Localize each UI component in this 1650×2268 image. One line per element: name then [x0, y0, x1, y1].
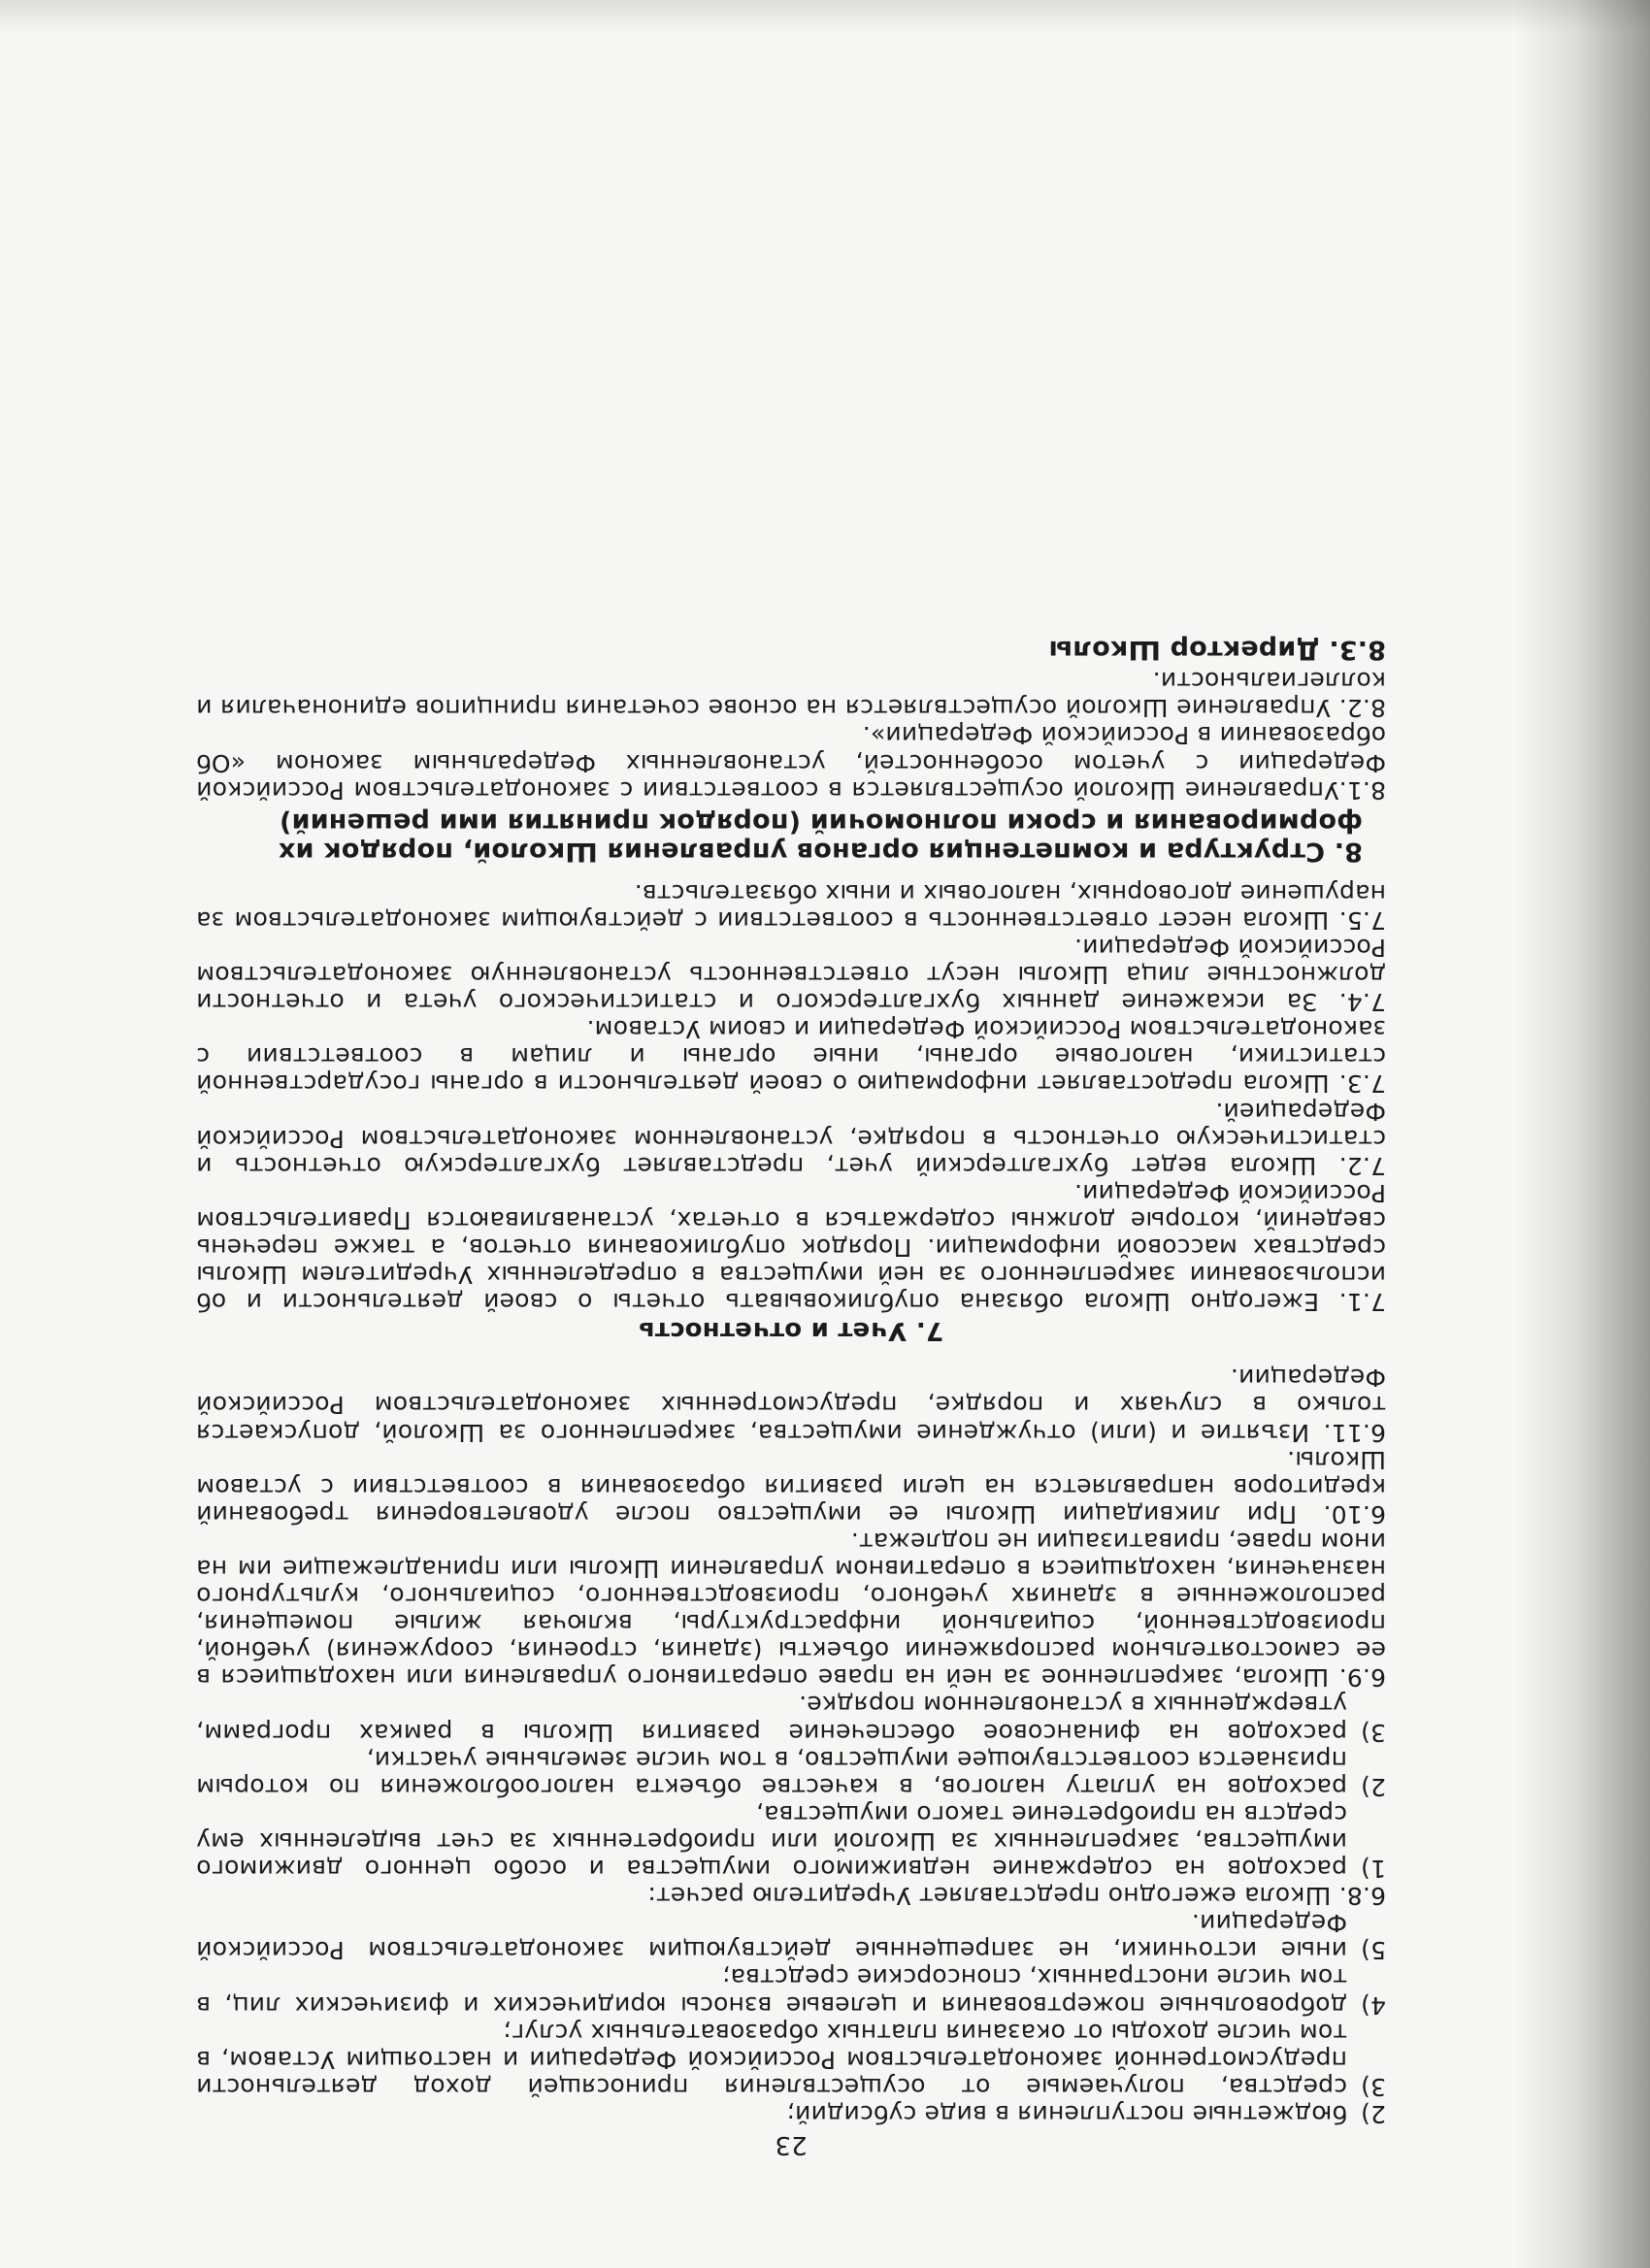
list-item: 3) расходов на финансовое обеспечение развития Школы в рамках программ, утвержденных в установленном порядке.: [196, 1691, 1386, 1747]
paragraph-7-3: 7.3. Школа предоставляет информацию о своей деятельности в органы государственной статистики, налоговые органы, иные органы и лицам в соответствии с законодательством Российской Федерации и своим Уставом.: [196, 1015, 1386, 1099]
top-shadow: [0, 0, 1650, 33]
list-item: 5) иные источники, не запрещенные действующим законодательством Российской Федерации.: [196, 1909, 1386, 1965]
paragraph-7-4: 7.4. За искажение данных бухгалтерского и статистического учета и отчетности должностные лица Школы несут ответственность установленную законодательством Российской Федерации.: [196, 933, 1386, 1017]
income-sources-list: [196, 1909, 1386, 2127]
binding-shadow: [1514, 0, 1650, 2268]
list-item: 4) добровольные пожертвования и целевые взносы юридических и физических лиц, в том числе иностранных, спонсорские средства;: [196, 1963, 1386, 2020]
list-item: 2) бюджетные поступления в виде субсидий;: [786, 2099, 1386, 2128]
list-item: 1) расходов на содержание недвижимого имущества и особо ценного движимого имущества, закрепленных за Школой или приобретенных за счет выделенных ему средств на приобретение такого имущества,: [196, 1799, 1386, 1884]
section-8-heading: 8. Структура и компетенция органов управления Школой, порядок их формирования и сроки полномочий (порядок принятия ими решений): [278, 806, 1363, 867]
paragraph-7-5: 7.5. Школа несет ответственность в соответствии с действующим законодательством за нарушение договорных, налоговых и иных обязательств.: [196, 878, 1386, 935]
expense-calc-list: [196, 1691, 1386, 1882]
list-item: 3) средства, получаемые от осуществления приносящей доход деятельности предусмотренной законодательством Российской Федерации и настоящим Уставом, в том числе доходы от оказания платных образовательных услуг;: [196, 2018, 1386, 2101]
paragraph-8-1: 8.1.Управление Школой осуществляется в соответствии с законодательством Российской Федерации с учетом особенностей, установленных Федеральным законом «Об образовании в Российской Федерации».: [196, 721, 1386, 805]
paragraph-8-2: 8.2. Управление Школой осуществляется на основе сочетания принципов единоначалия и коллегиальности.: [196, 667, 1386, 723]
paragraph-6-11: 6.11. Изъятие и (или) отчуждение имущества, закрепленного за Школой, допускается только в случаях и порядке, предусмотренных законодательством Российской Федерации.: [196, 1364, 1386, 1447]
paragraph-6-10: 6.10. При ликвидации Школы ее имущество после удовлетворения требований кредиторов направляется на цели развития образования в соответствии с уставом Школы.: [196, 1445, 1386, 1528]
document-body: [196, 636, 1386, 2158]
paragraph-6-8: 6.8. Школа ежегодно представляет Учредителю расчет:: [647, 1882, 1386, 1911]
section-8-3-heading: 8.3. Директор Школы: [1048, 635, 1386, 666]
paragraph-7-2: 7.2. Школа ведет бухгалтерский учет, представляет бухгалтерскую отчетность и статистическую отчетность в порядке, установленном законодательством Российской Федерацией.: [196, 1097, 1386, 1180]
page-number: 23: [775, 2130, 808, 2159]
list-item: 2) расходов на уплату налогов, в качестве объекта налогообложения по которым признается соответствующее имущество, в том числе земельные участки,: [196, 1745, 1386, 1801]
paragraph-7-1: 7.1. Ежегодно Школа обязана опубликовывать отчеты о своей деятельности и об использовании закрепленного за ней имущества в определенных Учредителем Школы средствах массовой информации. Порядок опубликования отчетов, а также перечень сведений, которые должны содержаться в отчетах, устанавливаются Правительством Российской Федерации.: [196, 1178, 1386, 1317]
section-7-heading: 7. Учет и отчетность: [638, 1316, 944, 1346]
paragraph-6-9: 6.9. Школа, закрепленное за ней на праве оперативного управления или находящиеся в ее самостоятельном распоряжении объекты (здания, строения, сооружения) учебной, производственной, социальной инфраструктуры, включая жилые помещения, расположенные в зданиях учебного, производственного, социального, культурного назначения, находящиеся в оперативном управлении Школы или принадлежащие им на ином праве, приватизации не подлежат.: [196, 1527, 1386, 1693]
